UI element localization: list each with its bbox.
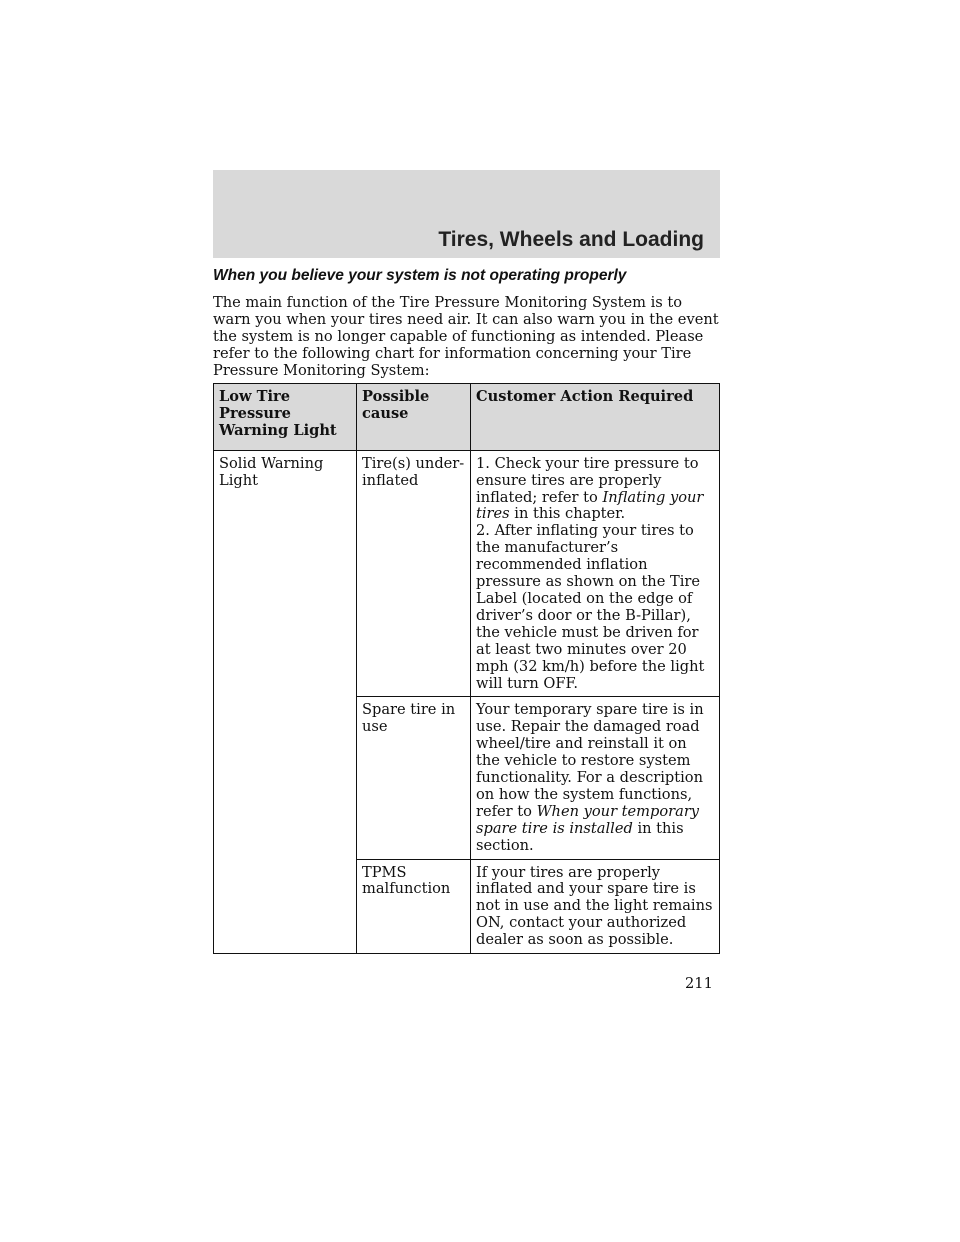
action-text: in this chapter. xyxy=(509,505,626,523)
table-header-row xyxy=(214,384,720,451)
header-warning-light: Low Tire Pressure Warning Light xyxy=(214,384,357,451)
tpms-chart xyxy=(213,383,720,954)
action-text: Your temporary spare tire is in use. Repair the damaged road wheel/tire and reinstall it on the vehicle to restore system functionality. For a description on how the system functions, refer to xyxy=(476,701,704,820)
action-cell xyxy=(471,450,720,697)
section-heading: When you believe your system is not operating properly xyxy=(213,267,627,284)
cause-cell: TPMS malfunction xyxy=(357,859,471,954)
table-row xyxy=(214,450,720,697)
action-text: 1. Check your tire pressure to ensure tires are properly inflated; refer to xyxy=(476,454,699,506)
header-possible-cause: Possible cause xyxy=(357,384,471,451)
warning-light-cell: Solid Warning Light xyxy=(214,450,357,953)
action-text: in this section. xyxy=(476,819,684,854)
cause-cell: Spare tire in use xyxy=(357,697,471,859)
cause-cell: Tire(s) under-inflated xyxy=(357,450,471,697)
chapter-header xyxy=(213,170,720,258)
header-customer-action: Customer Action Required xyxy=(471,384,720,451)
intro-paragraph: The main function of the Tire Pressure Monitoring System is to warn you when your tires need air. It can also warn you in the event the system is no longer capable of functioning as intended. Please refer to the following chart for information concerning your Tire Pressure Monitoring System: xyxy=(213,294,719,379)
action-cell: If your tires are properly inflated and your spare tire is not in use and the light remains ON, contact your authorized dealer as soon as possible. xyxy=(471,859,720,954)
cross-reference: When your temporary spare tire is installed xyxy=(476,802,700,837)
page-number: 211 xyxy=(685,975,713,992)
chapter-title: Tires, Wheels and Loading xyxy=(438,228,704,251)
action-step: 2. After inflating your tires to the manufacturer’s recommended inflation pressure as shown on the Tire Label (located on the edge of driver’s door or the B-Pillar), the vehicle must be driven for at least two minutes over 20 mph (32 km/h) before the light will turn OFF. xyxy=(476,522,705,692)
action-cell xyxy=(471,697,720,859)
cross-reference: Inflating your tires xyxy=(476,488,704,523)
